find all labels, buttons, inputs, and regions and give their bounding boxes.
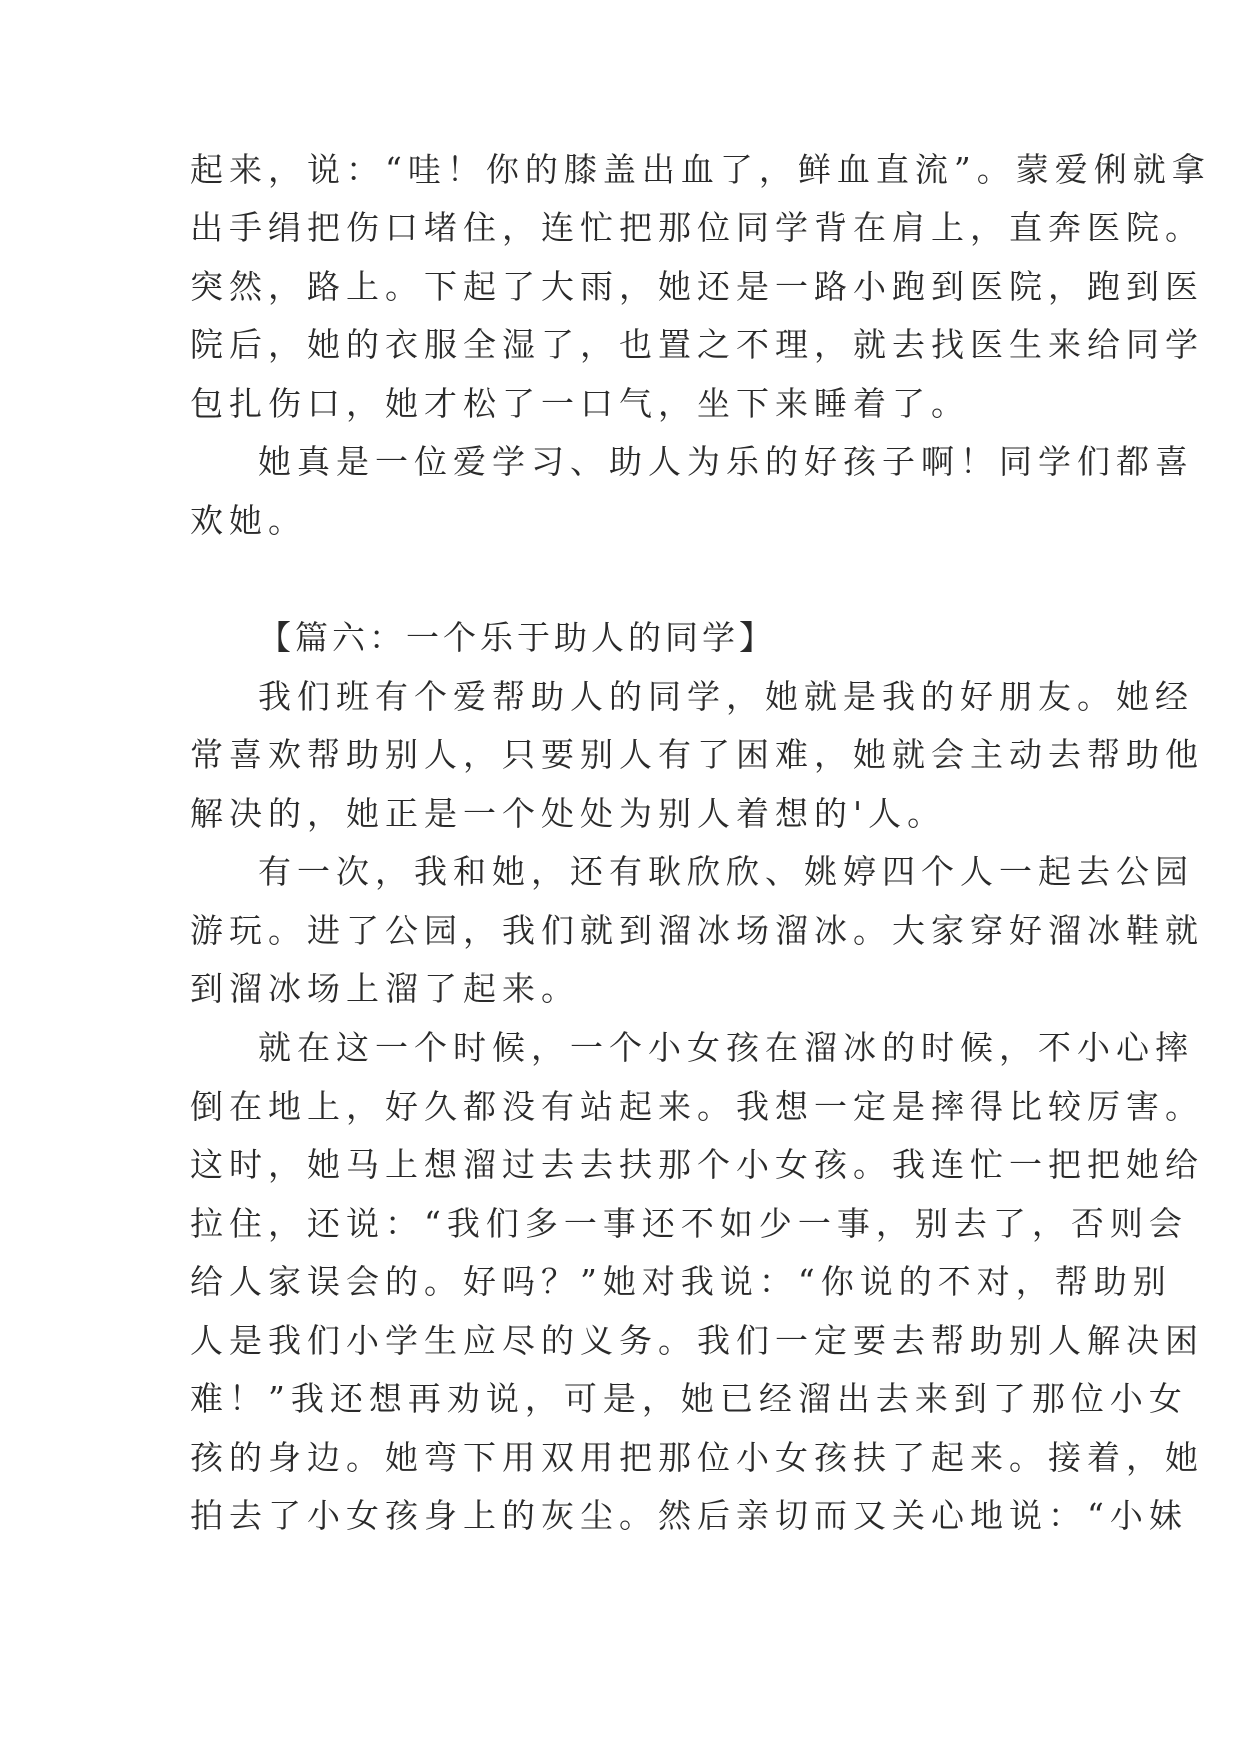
text-line: 人是我们小学生应尽的义务。我们一定要去帮助别人解决困 [190,1321,1204,1360]
text-line: 欢她。 [190,501,307,540]
text-line: 难！”我还想再劝说，可是，她已经溜出去来到了那位小女 [190,1379,1188,1418]
paragraph-first-line: 就在这一个时候，一个小女孩在溜冰的时候，不小心摔 [258,1028,1194,1067]
text-line: 拉住，还说：“我们多一事还不如少一事，别去了，否则会 [190,1204,1188,1243]
paragraph-first-line: 她真是一位爱学习、助人为乐的好孩子啊！同学们都喜 [258,442,1194,481]
text-line: 游玩。进了公园，我们就到溜冰场溜冰。大家穿好溜冰鞋就 [190,911,1204,950]
text-line: 给人家误会的。好吗？”她对我说：“你说的不对，帮助别 [190,1262,1172,1301]
text-line: 到溜冰场上溜了起来。 [190,969,580,1008]
text-line: 突然，路上。下起了大雨，她还是一路小跑到医院，跑到医 [190,267,1204,306]
text-line: 起来，说：“哇！你的膝盖出血了，鲜血直流”。蒙爱俐就拿 [190,150,1211,189]
text-line: 拍去了小女孩身上的灰尘。然后亲切而又关心地说：“小妹 [190,1496,1188,1535]
text-line: 解决的，她正是一个处处为别人着想的'人。 [190,794,947,833]
section-heading: 【篇六：一个乐于助人的同学】 [258,618,776,657]
text-line: 常喜欢帮助别人，只要别人有了困难，她就会主动去帮助他 [190,735,1204,774]
paragraph-first-line: 我们班有个爱帮助人的同学，她就是我的好朋友。她经 [258,677,1194,716]
text-line: 出手绢把伤口堵住，连忙把那位同学背在肩上，直奔医院。 [190,208,1204,247]
text-line: 包扎伤口，她才松了一口气，坐下来睡着了。 [190,384,970,423]
text-line: 院后，她的衣服全湿了，也置之不理，就去找医生来给同学 [190,325,1204,364]
paragraph-first-line: 有一次，我和她，还有耿欣欣、姚婷四个人一起去公园 [258,852,1194,891]
text-line: 倒在地上，好久都没有站起来。我想一定是摔得比较厉害。 [190,1087,1204,1126]
text-line: 孩的身边。她弯下用双用把那位小女孩扶了起来。接着，她 [190,1438,1204,1477]
text-line: 这时，她马上想溜过去去扶那个小女孩。我连忙一把把她给 [190,1145,1204,1184]
